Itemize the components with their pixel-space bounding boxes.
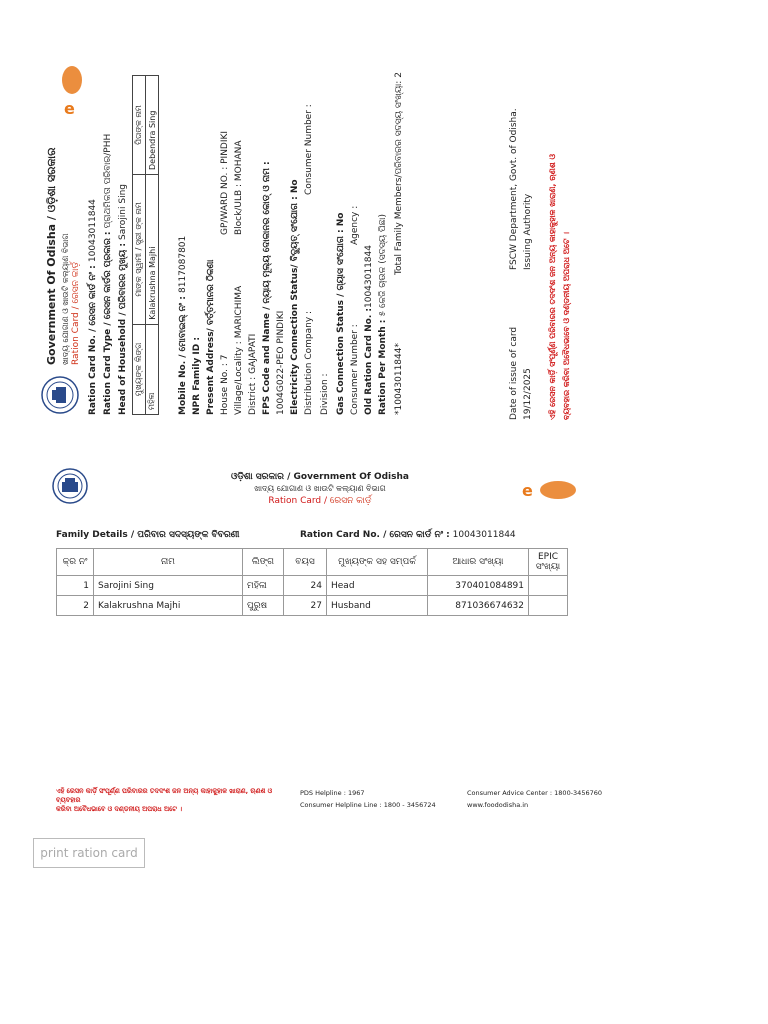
table-row (57, 576, 568, 596)
gov-title: Government Of Odisha / ଓଡ଼ିଶା ସରକାର (45, 147, 58, 365)
cell-aadhaar: 370401084891 (428, 576, 529, 596)
warning-line-1: ଏହି ରେସନ କାର୍ଡ଼ି ସଂପୂର୍ଣ୍ଣ ପରିବାରର ତଦଦଂଶ ଜନ ଅନ୍ୟ କାହାକୁହାଳ ଖାରାଣ, ଋଣଶ ଓ (548, 153, 557, 420)
cell-epic (529, 576, 568, 596)
cell-epic (529, 596, 568, 616)
col-aadhaar: ଆଧାର ସଂଖ୍ୟା (428, 549, 529, 576)
col-gender: ଲିଙ୍ଗ (243, 549, 284, 576)
back-ration-no: Ration Card No. / ରେସନ କାର୍ଡ ନଂ : 10043011844 (300, 530, 516, 540)
electricity-status: Electricity Connection Status/ ବିଦ୍ୟୁତ୍ ସଂଯୋଗ : No (290, 179, 300, 415)
svg-text:e: e (522, 481, 533, 500)
old-card-no: Old Ration Card No. :10043011844 (364, 245, 374, 415)
col-sl-no: କ୍ର ନଂ (57, 549, 94, 576)
ration-per-month: Ration Per Month : ୫ କେଜି ଚାଉଳ (ସଦସ୍ୟ ପିଛା) (378, 214, 388, 415)
advice-center (467, 787, 602, 811)
cell-aadhaar: 871036674632 (428, 596, 529, 616)
family-members-table (56, 548, 568, 616)
col-epic: EPIC ସଂଖ୍ୟା (529, 549, 568, 576)
hoh-table (132, 75, 159, 415)
svg-text:e: e (64, 99, 75, 118)
col-name: ନାମ (94, 549, 243, 576)
e-ration-logo-back-icon (522, 478, 580, 502)
barcode-text: *10043011844* (394, 343, 404, 415)
cell-gender: ପୁରୁଷ (243, 596, 284, 616)
card-title: Ration Card / ରେସନ କାର୍ଡ଼ (71, 261, 81, 365)
ration-card-no-label: Ration Card No. / ରେସନ କାର୍ଡ ନଂ : 10043011844 (88, 199, 98, 415)
distribution-company: Distribution Company : (304, 310, 314, 415)
website: www.foododisha.in (467, 801, 529, 809)
cell-relation: Husband (327, 596, 428, 616)
cell-age: 24 (284, 576, 327, 596)
col-relation: ମୁଖ୍ୟଙ୍କ ସହ ସମ୍ପର୍କ (327, 549, 428, 576)
address-label: Present Address/ ବର୍ତ୍ତମାନର ଠିକଣା (206, 259, 216, 415)
district: District : GAJAPATI (248, 333, 258, 415)
gp-ward: GP/WARD NO. : PINDIKI (220, 130, 230, 235)
cell-relation: Head (327, 576, 428, 596)
mobile-no: Mobile No. / ମୋବାଇଲ୍ ନଂ : 8117087801 (178, 235, 188, 415)
print-ration-card-button[interactable]: print ration card (33, 838, 145, 868)
issuing-authority: Issuing Authority (523, 193, 533, 270)
cell-name: Kalakrushna Majhi (94, 596, 243, 616)
gas-consumer-number: Consumer Number : (350, 324, 360, 415)
footer-warning: ଏହି ରେସନ କାର୍ଡ଼ି ସଂପୂର୍ଣ୍ଣ ପରିବାରର ତଦଦଂଶ ଜନ ଅନ୍ୟ କାହାକୁହାଳ ଖାରାଣ, ଋଣଶ ଓ ବ୍ୟବହାର କରିବା ଅବୈଧଭାବେ ଓ ଦଣ୍ଡନୀୟ ଅପରାଧ ଅଟେ । (56, 787, 273, 813)
consumer-advice: Consumer Advice Center : 1800-3456760 (467, 789, 602, 797)
card-type: Ration Card Type / ରେସନ କାର୍ଡର ପ୍ରକାର : ପ୍ରାଥମିକତା ପରିବାର/PHH (103, 133, 113, 415)
ration-card-front-rotated (40, 55, 460, 415)
village: Village/Locality : MARICHIMA (234, 285, 244, 415)
table-row (57, 596, 568, 616)
cell-sl: 1 (57, 576, 94, 596)
family-details-title: Family Details / ପରିବାର ସଦସ୍ୟଙ୍କ ବିବରଣୀ (56, 530, 240, 540)
gas-status: Gas Connection Status / ଗ୍ୟାସ ସଂଯୋଗ : No (336, 212, 346, 415)
total-members: Total Family Members/ପରିବାରର ସଦସ୍ୟ ସଂଖ୍ୟା: 2 (394, 72, 404, 275)
house-no: House No. : 7 (220, 354, 230, 415)
cell-name: Sarojini Sing (94, 576, 243, 596)
head-of-household: Head of Household / ପରିବାରର ମୁଖ୍ୟ : Sarojini Sing (118, 184, 128, 415)
pds-helpline: PDS Helpline : 1967 (300, 789, 365, 797)
e-ration-logo-icon (58, 62, 86, 120)
date-issue: 19/12/2025 (523, 368, 533, 420)
issue-block (505, 80, 585, 420)
fps-label: FPS Code and Name / ନ୍ୟାୟ ମୂଲ୍ୟ ଦୋକାନର କୋଡ୍ ଓ ନାମ : (262, 161, 272, 415)
col-age: ବୟସ (284, 549, 327, 576)
cell-gender: ମହିଳା (243, 576, 284, 596)
hoh-header-gender: ମୁଖ୍ୟଙ୍କ ଲିଙ୍ଗ (133, 324, 146, 414)
consumer-number-electric: Consumer Number : (304, 104, 314, 195)
hoh-header-spouse: ମାଙ୍କ ସ୍ୱାମୀ / ସ୍ତ୍ରୀ ଙ୍କ ନାମ (133, 175, 146, 325)
cell-sl: 2 (57, 596, 94, 616)
back-card-title: Ration Card / ରେସନ କାର୍ଡ଼ (268, 496, 372, 506)
back-dept-line: ଖାଦ୍ୟ ଯୋଗାଣ ଓ ଖାଉଟି କଲ୍ୟାଣ ବିଭାଗ (254, 484, 386, 493)
hoh-header-father: ପିତାଙ୍କ ନାମ (133, 76, 146, 175)
helplines (300, 787, 436, 811)
hoh-gender: ମହିଳା (146, 324, 159, 414)
odisha-emblem-icon (40, 375, 80, 415)
authority: FSCW Department, Govt. of Odisha. (509, 108, 519, 270)
block: Block/ULB : MOHANA (234, 140, 244, 235)
npr-family-id: NPR Family ID : (192, 337, 202, 415)
hoh-spouse: Kalakrushna Majhi (146, 175, 159, 325)
gas-agency: Agency : (350, 205, 360, 245)
hoh-father: Debendra Sing (146, 76, 159, 175)
date-issue-label: Date of issue of card (509, 326, 519, 420)
dept-line: ଖାଦ୍ୟ ଯୋଗାଣ ଓ ଖାଉଟି କଲ୍ୟାଣ ବିଭାଗ (61, 233, 70, 365)
back-gov-line: ଓଡ଼ିଶା ସରକାର / Government Of Odisha (231, 472, 409, 482)
division: Division : (320, 373, 330, 415)
ration-card-front (40, 55, 460, 455)
consumer-helpline: Consumer Helpline Line : 1800 - 3456724 (300, 801, 436, 809)
cell-age: 27 (284, 596, 327, 616)
warning-line-2: ବ୍ୟବହାର କରିବା ଅବୈଧଭାବେ ଓ ଦଣ୍ଡନୀୟ ଅପରାଧ ଅଟେ । (562, 232, 571, 420)
fps-value: 1004G022-PEO PINDIKI (276, 310, 286, 415)
